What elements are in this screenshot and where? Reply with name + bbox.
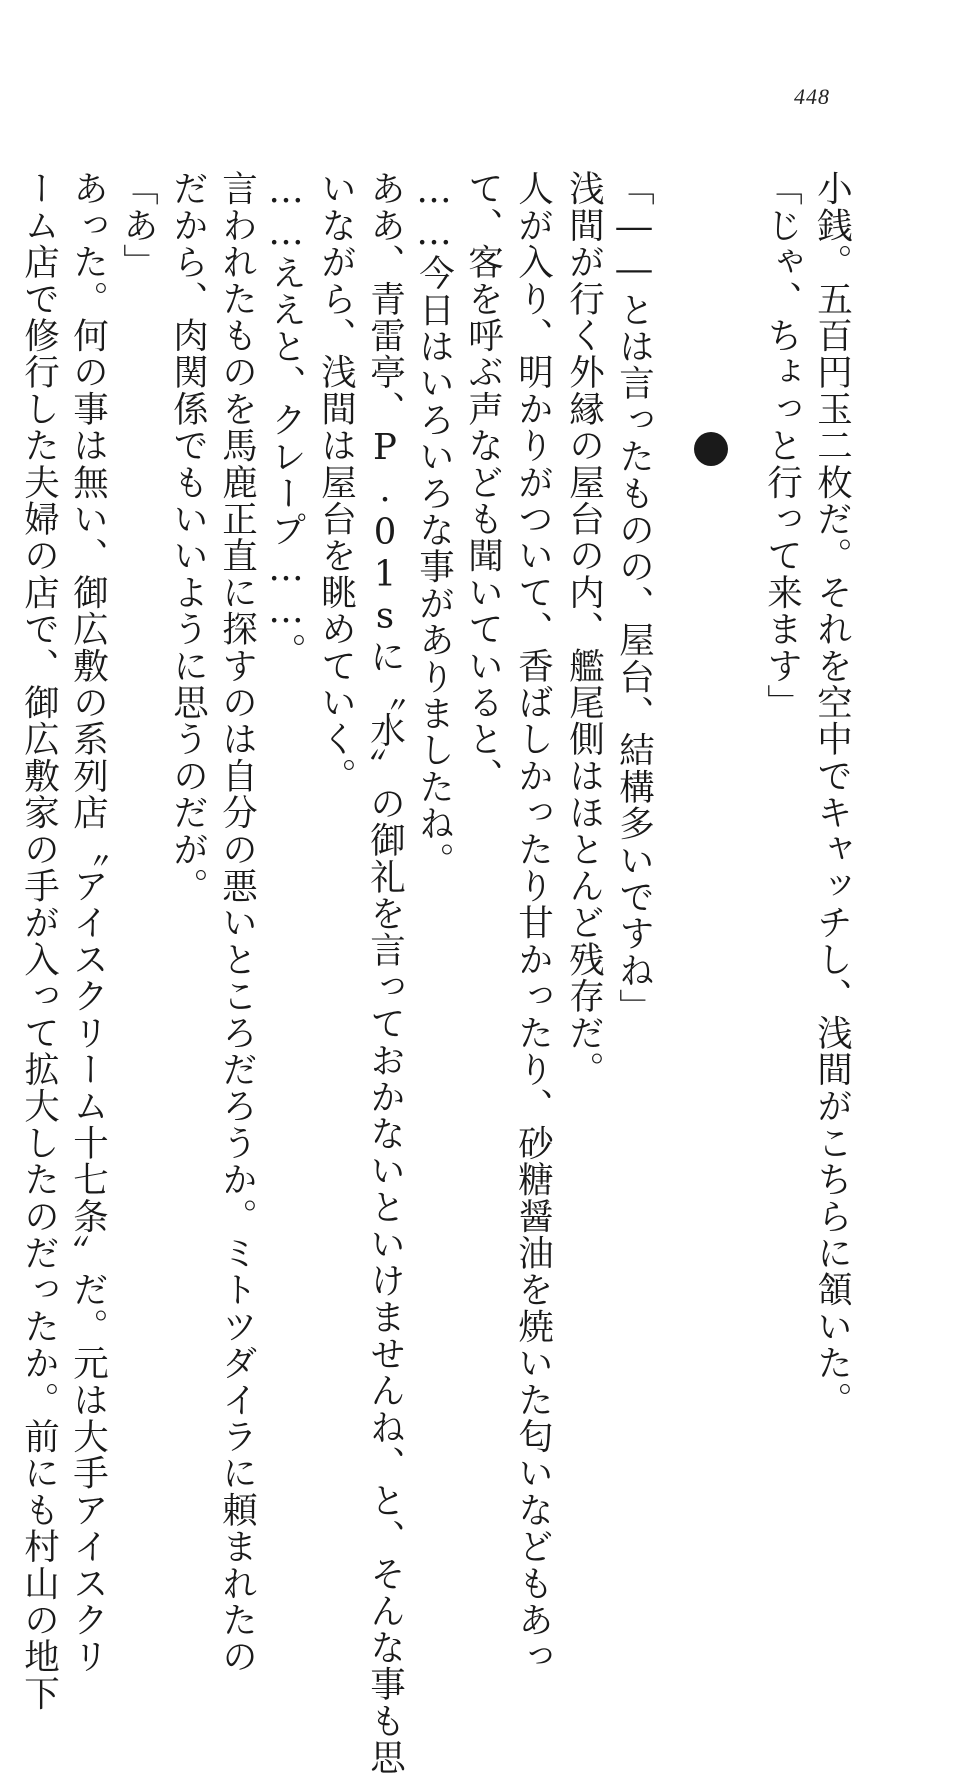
text-line-3: 「――とは言ったものの、屋台、結構多いですね」: [613, 170, 655, 1026]
text-line-10: ……ええと、クレープ……。: [265, 170, 307, 670]
text-line-7: ……今日はいろいろな事がありましたね。: [413, 170, 455, 879]
text-line-1: 小銭。五百円玉二枚だ。それを空中でキャッチし、浅間がこちらに頷いた。: [811, 170, 853, 1418]
text-line-11: 言われたものを馬鹿正直に探すのは自分の悪いところだろうか。ミトツダイラに頼まれたの: [216, 170, 258, 1675]
text-line-14: あった。何の事は無い、御広敷の系列店〝アイスクリーム十七条〟だ。元は大手アイスクリ: [67, 170, 109, 1675]
text-line-4: 浅間が行く外縁の屋台の内、艦尾側はほとんど残存だ。: [563, 170, 605, 1088]
text-line-12: だから、肉関係でもいいように思うのだが。: [167, 170, 209, 904]
text-line-6: て、客を呼ぶ声なども聞いていると、: [462, 170, 504, 794]
page-number: 448: [794, 84, 830, 109]
text-line-8: ああ、青雷亭、P.01sに〝水〟の御礼を言っておかないといけませんね、と、そんな事も思: [364, 170, 406, 1776]
text-line-2: 「じゃ、ちょっと行って来ます」: [761, 170, 803, 721]
text-line-5: 人が入り、明かりがついて、香ばしかったり甘かったり、砂糖醤油を焼いた匂いなどもあっ: [512, 170, 554, 1675]
text-line-15: ーム店で修行した夫婦の店で、御広敷家の手が入って拡大したのだったか。前にも村山の地下: [18, 170, 60, 1712]
text-line-9: いながら、浅間は屋台を眺めていく。: [315, 170, 357, 794]
section-break-mark: [694, 432, 728, 466]
text-line-13: 「あ」: [117, 170, 159, 281]
